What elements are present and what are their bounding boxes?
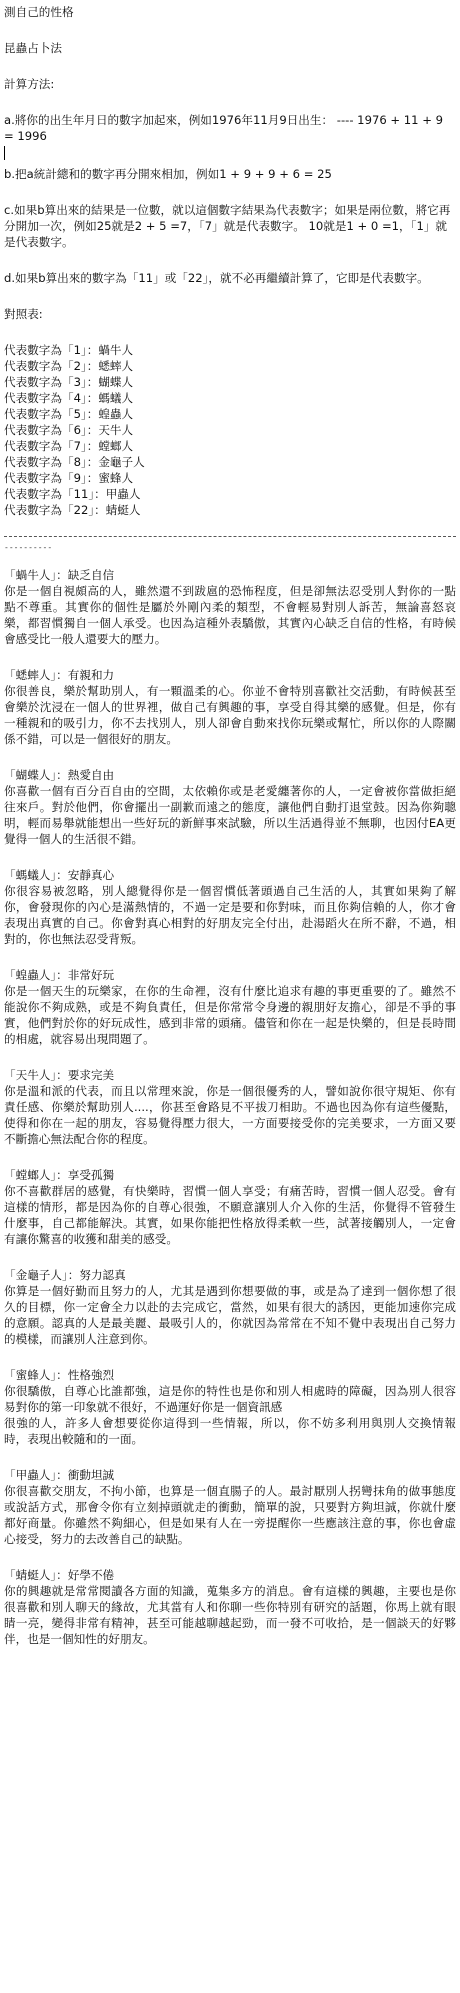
table-row: 代表數字為「1」：蝸牛人 [4,343,134,357]
entry-body: 你很善良，樂於幫助別人，有一顆溫柔的心。你並不會特別喜歡社交活動，有時候甚至會樂於沈浸在一個人的世界裡，做自己有興趣的事，享受自得其樂的感覺。但是，你有一種親和的吸引力，你不去找別人，別人卻會自動來找你玩樂或幫忙，所以你的人際關係不錯，可以是一個很好的朋友。 [4,684,456,746]
table-row: 代表數字為「2」：蟋蟀人 [4,359,134,373]
step-a: a.將你的出生年月日的數字加起來，例如1976年11月9日出生： ---- 1976 + 11 + 9 = 1996 [4,113,447,143]
entry-heading: 「天牛人」：要求完美 [4,1068,115,1082]
step-b: b.把a統計總和的數字再分開來相加，例如1 + 9 + 9 + 6 = 25 [4,167,332,181]
entry-body: 你很驕傲，自尊心比誰都強，這是你的特性也是你和別人相處時的障礙，因為別人很容易對你的第一印象就不很好，不過運好你是一個資訊感 很強的人，許多人會想要從你這得到一些情報，所以，你不妨多利用與別人交換情報時，表現出較隨和的一面。 [4,1384,456,1446]
table-row: 代表數字為「5」：蝗蟲人 [4,407,134,421]
entry-ant [4,867,456,947]
entry-body: 你不喜歡群居的感覺，有快樂時，習慣一個人享受；有痛苦時，習慣一個人忍受。會有這樣的情形，都是因為你的自尊心很強，不願意讓別人介入你的生活，你覺得不管發生什麼事，自己都能解決。其實，如果你能把性格放得柔軟一些，試著接觸別人，一定會有讓你驚喜的收獲和甜美的感受。 [4,1184,456,1246]
entry-heading: 「蟋蟀人」：有親和力 [4,668,115,682]
entry-heading: 「蝸牛人」：缺乏自信 [4,568,115,582]
table-row: 代表數字為「9」：蜜蜂人 [4,471,134,485]
short-divider: ---------- [4,543,53,552]
entry-body: 你的興趣就是常常閱讀各方面的知識，蒐集多方的消息。會有這樣的興趣，主要也是你很喜歡和別人聊天的緣故，尤其當有人和你聊一些你特別有研究的話題，你馬上就有眼睛一亮，變得非常有精神，甚至可能越聊越起勁，而一發不可收拾，是一個談天的好夥伴，也是一個知性的好朋友。 [4,1584,456,1646]
entry-scarab [4,1267,456,1347]
page-subtitle: 昆蟲占卜法 [4,41,62,55]
entry-body: 你是一個自視頗高的人，雖然還不到跋扈的恐怖程度，但是卻無法忍受別人對你的一點點不尊重。其實你的個性是屬於外剛內柔的類型，不會輕易對別人訴苦，無論喜怒哀樂，都習慣獨自一個人承受。也因為這種外表驕傲，其實內心缺乏自信的性格，有時候會感受比一般人還要大的壓力。 [4,584,456,646]
entry-cricket [4,667,456,747]
entry-longhorn [4,1067,456,1147]
page-title: 測自己的性格 [4,5,74,19]
entry-body: 你很容易被忽略，別人總覺得你是一個習慣低著頭過自己生活的人，其實如果夠了解你，會發現你的內心是滿熱情的，不過一定是要和你對味，而且你夠信賴的人，你才會表現出真實的自己。你會對真心相對的好朋友完全付出，赴湯蹈火在所不辭，不過，相對的，你也無法忍受背叛。 [4,884,456,946]
table-label: 對照表: [4,307,43,321]
table-row: 代表數字為「6」：天牛人 [4,423,134,437]
entry-body: 你是溫和派的代表，而且以常理來說，你是一個很優秀的人，譬如說你很守規矩、你有責任感、你樂於幫助別人....，你甚至會路見不平拔刀相助。不過也因為你有這些優點，使得和你在一起的朋友，容易覺得壓力很大，一方面要接受你的完美要求，一方面又要不斷擔心無法配合你的程度。 [4,1084,456,1146]
entry-beetle [4,1467,456,1547]
entry-dragonfly [4,1567,456,1647]
entry-bee [4,1367,456,1447]
lookup-table [4,342,456,518]
entry-body: 你是一個天生的玩樂家，在你的生命裡，沒有什麼比追求有趣的事更重要的了。雖然不能說你不夠成熟，或是不夠負責任，但是你常常令身邊的親朋好友擔心，卻是不爭的事實，他們對於你的好玩成性，感到非常的頭痛。儘管和你在一起是快樂的，但是長時間的相處，就容易出現問題了。 [4,984,456,1046]
section-divider [4,536,456,537]
entry-butterfly [4,767,456,847]
entry-heading: 「金龜子人」：努力認真 [4,1268,126,1282]
entry-body: 你算是一個好勤而且努力的人，尤其是遇到你想要做的事，或是為了達到一個你想了很久的目標，你一定會全力以赴的去完成它，當然，如果有很大的誘因，更能加速你完成的意願。認真的人是最美麗、最吸引人的，你就因為常常在不知不覺中表現出自己努力的模樣，而讓別人注意到你。 [4,1284,456,1346]
step-d: d.如果b算出來的數字為「11」或「22」，就不必再繼續計算了，它即是代表數字。 [4,271,429,285]
entry-heading: 「蜜蜂人」：性格強烈 [4,1368,115,1382]
table-row: 代表數字為「4」：螞蟻人 [4,391,134,405]
entry-locust [4,967,456,1047]
entry-body: 你喜歡一個有百分百自由的空間，太依賴你或是老愛纏著你的人，一定會被你當做拒絕往來戶。對於他們，你會擺出一副歉而遠之的態度，讓他們自動打退堂鼓。因為你夠聰明，輕而易舉就能想出一些好玩的新鮮事來試驗，所以生活過得並不無聊，也因付EA更覺得一個人的生活很不錯。 [4,784,456,846]
entry-heading: 「甲蟲人」：衝動坦誠 [4,1468,115,1482]
entry-heading: 「蝗蟲人」：非常好玩 [4,968,115,982]
entry-mantis [4,1167,456,1247]
text-cursor [4,146,456,160]
entry-body: 你很喜歡交朋友，不拘小節，也算是一個直腸子的人。最討厭別人拐彎抹角的做事態度或說話方式，那會令你有立刻掉頭就走的衝動，簡單的說，只要對方夠坦誠，你就什麼都好商量。你雖然不夠細心，但是如果有人在一旁提醒你一些應該注意的事，你也會虛心接受，努力的去改善自己的缺點。 [4,1484,456,1546]
entry-heading: 「螞蟻人」：安靜真心 [4,868,115,882]
method-label: 計算方法: [4,77,55,91]
entry-snail [4,567,456,647]
entry-heading: 「蜻蜓人」：好學不倦 [4,1568,115,1582]
table-row: 代表數字為「3」：蝴蝶人 [4,375,134,389]
entry-heading: 「螳螂人」：享受孤獨 [4,1168,115,1182]
table-row: 代表數字為「22」：蜻蜓人 [4,503,141,517]
table-row: 代表數字為「7」：螳螂人 [4,439,134,453]
table-row: 代表數字為「8」：金龜子人 [4,455,145,469]
entry-heading: 「蝴蝶人」：熱愛自由 [4,768,115,782]
step-c: c.如果b算出來的結果是一位數，就以這個數字結果為代表數字；如果是兩位數，將它再分開加一次，例如25就是2 + 5 =7，「7」就是代表數字。 10就是1 + 0 =1，「1」就是代表數字。 [4,203,451,249]
table-row: 代表數字為「11」：甲蟲人 [4,487,141,501]
